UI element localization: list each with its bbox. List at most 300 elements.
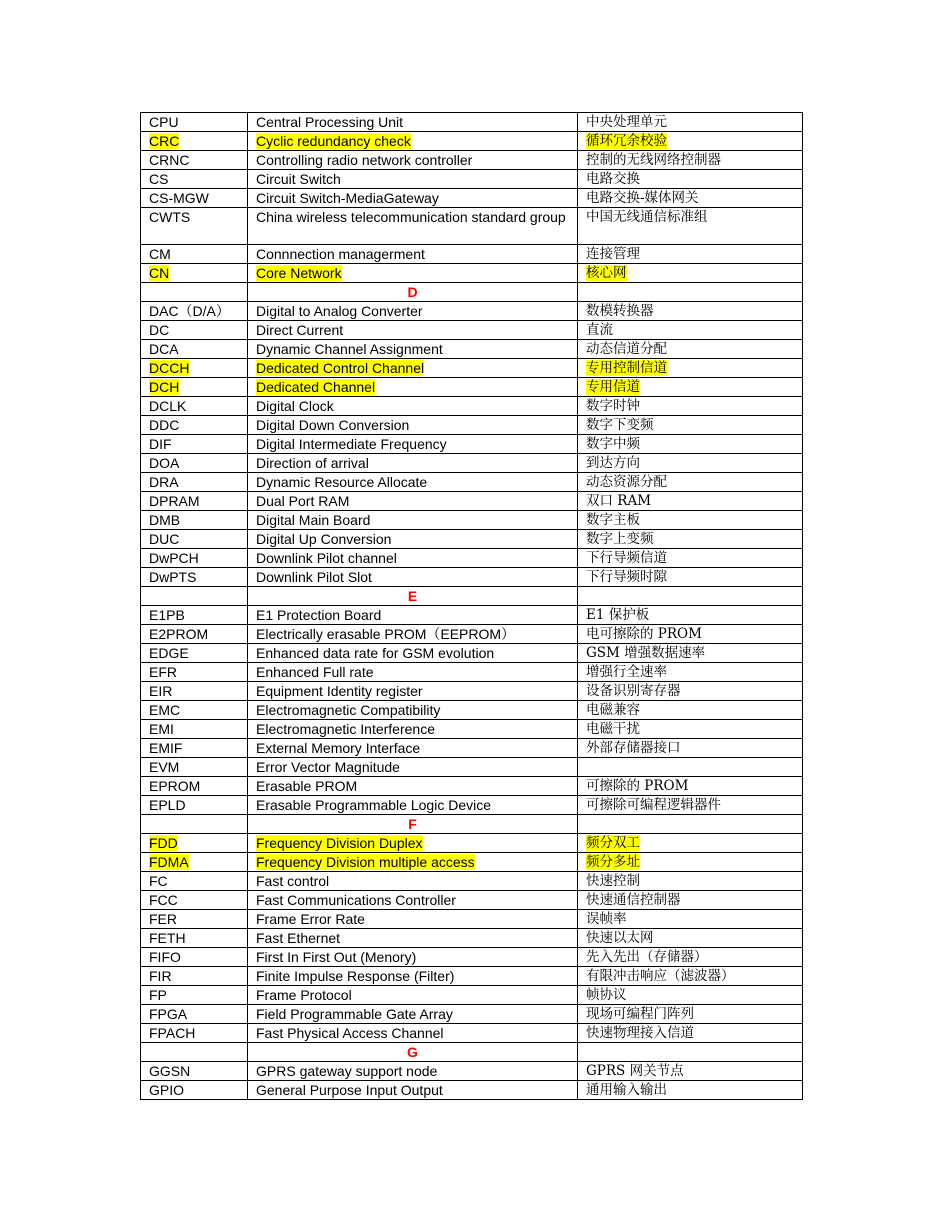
chinese-term-cell bbox=[578, 625, 803, 644]
english-term-text: Controlling radio network controller bbox=[256, 152, 473, 168]
section-letter: G bbox=[248, 1043, 578, 1062]
abbreviation-text: FIFO bbox=[149, 949, 181, 965]
table-row bbox=[141, 435, 803, 454]
chinese-term-text: 现场可编程门阵列 bbox=[586, 1006, 694, 1022]
english-term-text: Dynamic Resource Allocate bbox=[256, 474, 428, 490]
english-term-text: E1 Protection Board bbox=[256, 607, 382, 623]
abbreviation-text: CRNC bbox=[149, 152, 190, 168]
chinese-term-cell bbox=[578, 416, 803, 435]
abbreviation-cell bbox=[141, 264, 248, 283]
english-term-text: Circuit Switch-MediaGateway bbox=[256, 190, 439, 206]
table-row bbox=[141, 302, 803, 321]
english-term-cell bbox=[248, 492, 578, 511]
table-row bbox=[141, 663, 803, 682]
chinese-term-cell bbox=[578, 834, 803, 853]
abbreviation-cell bbox=[141, 378, 248, 397]
chinese-term-text: 动态资源分配 bbox=[586, 474, 667, 490]
abbreviation-text: EDGE bbox=[149, 645, 189, 661]
abbreviation-cell bbox=[141, 853, 248, 872]
english-term-text: Downlink Pilot Slot bbox=[256, 569, 372, 585]
abbreviation-text: EMC bbox=[149, 702, 181, 718]
english-term-cell bbox=[248, 853, 578, 872]
abbreviation-text: DCLK bbox=[149, 398, 187, 414]
english-term-text: Central Processing Unit bbox=[256, 114, 404, 130]
english-term-text: First In First Out (Menory) bbox=[256, 949, 417, 965]
chinese-term-text: 电磁兼容 bbox=[586, 702, 640, 718]
abbreviation-text: FER bbox=[149, 911, 177, 927]
english-term-cell bbox=[248, 720, 578, 739]
abbreviation-cell bbox=[141, 663, 248, 682]
chinese-term-text: 控制的无线网络控制器 bbox=[586, 152, 721, 168]
chinese-term-cell bbox=[578, 132, 803, 151]
english-term-text: Dedicated Channel bbox=[256, 379, 376, 395]
chinese-term-text: 双口 RAM bbox=[586, 493, 652, 509]
section-spacer-cell bbox=[578, 587, 803, 606]
abbreviation-cell bbox=[141, 208, 248, 245]
section-header-row bbox=[141, 1043, 803, 1062]
chinese-term-text: 快速控制 bbox=[586, 873, 640, 889]
chinese-term-text: GSM 增强数据速率 bbox=[586, 645, 706, 661]
abbreviation-cell bbox=[141, 891, 248, 910]
abbreviation-text: FC bbox=[149, 873, 168, 889]
table-row bbox=[141, 340, 803, 359]
chinese-term-cell bbox=[578, 511, 803, 530]
abbreviation-text: CWTS bbox=[149, 209, 191, 225]
table-row bbox=[141, 606, 803, 625]
table-row bbox=[141, 834, 803, 853]
chinese-term-cell bbox=[578, 302, 803, 321]
chinese-term-text: 专用控制信道 bbox=[586, 360, 667, 376]
glossary-body bbox=[141, 113, 803, 1100]
abbreviation-text: FIR bbox=[149, 968, 172, 984]
english-term-text: Fast Ethernet bbox=[256, 930, 341, 946]
chinese-term-cell bbox=[578, 454, 803, 473]
abbreviation-cell bbox=[141, 321, 248, 340]
english-term-cell bbox=[248, 739, 578, 758]
abbreviation-text: E2PROM bbox=[149, 626, 209, 642]
english-term-cell bbox=[248, 132, 578, 151]
table-row bbox=[141, 986, 803, 1005]
abbreviation-cell bbox=[141, 796, 248, 815]
chinese-term-cell bbox=[578, 473, 803, 492]
chinese-term-cell bbox=[578, 264, 803, 283]
english-term-text: Fast Physical Access Channel bbox=[256, 1025, 444, 1041]
chinese-term-text: 外部存储器接口 bbox=[586, 740, 681, 756]
english-term-cell bbox=[248, 245, 578, 264]
english-term-cell bbox=[248, 416, 578, 435]
abbreviation-text: CPU bbox=[149, 114, 179, 130]
chinese-term-text: 专用信道 bbox=[586, 379, 640, 395]
section-header-row bbox=[141, 815, 803, 834]
table-row bbox=[141, 625, 803, 644]
english-term-text: Fast control bbox=[256, 873, 330, 889]
english-term-text: Core Network bbox=[256, 265, 342, 281]
abbreviation-cell bbox=[141, 568, 248, 587]
english-term-text: Frequency Division multiple access bbox=[256, 854, 475, 870]
abbreviation-text: EPROM bbox=[149, 778, 201, 794]
chinese-term-text: 设备识别寄存器 bbox=[586, 683, 681, 699]
abbreviation-cell bbox=[141, 245, 248, 264]
abbreviation-text: FPGA bbox=[149, 1006, 188, 1022]
abbreviation-text: FETH bbox=[149, 930, 186, 946]
chinese-term-text: 数模转换器 bbox=[586, 303, 654, 319]
english-term-cell bbox=[248, 321, 578, 340]
chinese-term-cell bbox=[578, 1081, 803, 1100]
table-row bbox=[141, 359, 803, 378]
english-term-text: Dedicated Control Channel bbox=[256, 360, 425, 376]
abbreviation-text: EVM bbox=[149, 759, 180, 775]
english-term-cell bbox=[248, 891, 578, 910]
chinese-term-cell bbox=[578, 530, 803, 549]
english-term-cell bbox=[248, 872, 578, 891]
table-row bbox=[141, 777, 803, 796]
chinese-term-cell bbox=[578, 113, 803, 132]
chinese-term-cell bbox=[578, 872, 803, 891]
abbreviation-cell bbox=[141, 986, 248, 1005]
abbreviation-text: E1PB bbox=[149, 607, 185, 623]
abbreviation-cell bbox=[141, 929, 248, 948]
abbreviation-text: EMIF bbox=[149, 740, 183, 756]
english-term-text: Enhanced data rate for GSM evolution bbox=[256, 645, 495, 661]
english-term-text: Digital Clock bbox=[256, 398, 334, 414]
english-term-text: External Memory Interface bbox=[256, 740, 421, 756]
abbreviation-cell bbox=[141, 189, 248, 208]
abbreviation-cell bbox=[141, 720, 248, 739]
chinese-term-text: 先入先出（存储器） bbox=[586, 949, 708, 965]
english-term-cell bbox=[248, 948, 578, 967]
abbreviation-text: DUC bbox=[149, 531, 180, 547]
english-term-text: Digital Up Conversion bbox=[256, 531, 392, 547]
english-term-cell bbox=[248, 340, 578, 359]
chinese-term-cell bbox=[578, 663, 803, 682]
abbreviation-cell bbox=[141, 492, 248, 511]
abbreviation-cell bbox=[141, 397, 248, 416]
table-row bbox=[141, 245, 803, 264]
section-spacer-cell bbox=[141, 283, 248, 302]
abbreviation-cell bbox=[141, 967, 248, 986]
abbreviation-cell bbox=[141, 1062, 248, 1081]
english-term-cell bbox=[248, 834, 578, 853]
english-term-cell bbox=[248, 397, 578, 416]
chinese-term-text: 可擦除可编程逻辑器件 bbox=[586, 797, 721, 813]
abbreviation-cell bbox=[141, 170, 248, 189]
english-term-text: Electromagnetic Compatibility bbox=[256, 702, 441, 718]
chinese-term-cell bbox=[578, 682, 803, 701]
chinese-term-text: 数字上变频 bbox=[586, 531, 654, 547]
abbreviation-cell bbox=[141, 625, 248, 644]
abbreviation-text: DRA bbox=[149, 474, 179, 490]
chinese-term-cell bbox=[578, 151, 803, 170]
english-term-cell bbox=[248, 777, 578, 796]
abbreviation-cell bbox=[141, 1081, 248, 1100]
chinese-term-cell bbox=[578, 208, 803, 245]
chinese-term-text: 电磁干扰 bbox=[586, 721, 640, 737]
chinese-term-text: 快速通信控制器 bbox=[586, 892, 681, 908]
abbreviation-cell bbox=[141, 644, 248, 663]
english-term-text: Error Vector Magnitude bbox=[256, 759, 400, 775]
chinese-term-text: E1 保护板 bbox=[586, 607, 650, 623]
table-row bbox=[141, 264, 803, 283]
chinese-term-cell bbox=[578, 397, 803, 416]
english-term-cell bbox=[248, 929, 578, 948]
table-row bbox=[141, 701, 803, 720]
abbreviation-text: CS bbox=[149, 171, 169, 187]
abbreviation-text: DOA bbox=[149, 455, 180, 471]
abbreviation-cell bbox=[141, 682, 248, 701]
abbreviation-cell bbox=[141, 1024, 248, 1043]
table-row bbox=[141, 208, 803, 245]
english-term-cell bbox=[248, 454, 578, 473]
chinese-term-cell bbox=[578, 1062, 803, 1081]
table-row bbox=[141, 758, 803, 777]
chinese-term-cell bbox=[578, 492, 803, 511]
table-row bbox=[141, 967, 803, 986]
chinese-term-text: 通用输入输出 bbox=[586, 1082, 667, 1098]
abbreviation-cell bbox=[141, 834, 248, 853]
abbreviation-cell bbox=[141, 511, 248, 530]
chinese-term-text: 直流 bbox=[586, 322, 613, 338]
abbreviation-text: DDC bbox=[149, 417, 180, 433]
english-term-cell bbox=[248, 701, 578, 720]
chinese-term-cell bbox=[578, 1005, 803, 1024]
table-row bbox=[141, 948, 803, 967]
english-term-cell bbox=[248, 113, 578, 132]
english-term-cell bbox=[248, 549, 578, 568]
abbreviation-text: FCC bbox=[149, 892, 178, 908]
table-row bbox=[141, 568, 803, 587]
table-row bbox=[141, 872, 803, 891]
abbreviation-text: EIR bbox=[149, 683, 173, 699]
table-row bbox=[141, 720, 803, 739]
abbreviation-cell bbox=[141, 549, 248, 568]
table-row bbox=[141, 189, 803, 208]
chinese-term-text: 数字主板 bbox=[586, 512, 640, 528]
english-term-text: Direction of arrival bbox=[256, 455, 369, 471]
table-row bbox=[141, 530, 803, 549]
chinese-term-text: 循环冗余校验 bbox=[586, 133, 667, 149]
chinese-term-cell bbox=[578, 986, 803, 1005]
chinese-term-text: 动态信道分配 bbox=[586, 341, 667, 357]
abbreviation-cell bbox=[141, 302, 248, 321]
table-row bbox=[141, 682, 803, 701]
table-row bbox=[141, 891, 803, 910]
table-row bbox=[141, 1081, 803, 1100]
chinese-term-cell bbox=[578, 701, 803, 720]
english-term-cell bbox=[248, 910, 578, 929]
english-term-text: Erasable Programmable Logic Device bbox=[256, 797, 491, 813]
chinese-term-cell bbox=[578, 739, 803, 758]
english-term-text: China wireless telecommunication standard group bbox=[256, 209, 566, 225]
english-term-cell bbox=[248, 568, 578, 587]
chinese-term-text: 数字中频 bbox=[586, 436, 640, 452]
abbreviation-cell bbox=[141, 910, 248, 929]
chinese-term-cell bbox=[578, 568, 803, 587]
english-term-cell bbox=[248, 473, 578, 492]
english-term-cell bbox=[248, 967, 578, 986]
english-term-cell bbox=[248, 151, 578, 170]
chinese-term-cell bbox=[578, 948, 803, 967]
english-term-text: Cyclic redundancy check bbox=[256, 133, 411, 149]
section-spacer-cell bbox=[578, 1043, 803, 1062]
chinese-term-text: 频分多址 bbox=[586, 854, 640, 870]
table-row bbox=[141, 454, 803, 473]
english-term-cell bbox=[248, 663, 578, 682]
english-term-text: Dual Port RAM bbox=[256, 493, 350, 509]
table-row bbox=[141, 473, 803, 492]
table-row bbox=[141, 321, 803, 340]
table-row bbox=[141, 739, 803, 758]
table-row bbox=[141, 170, 803, 189]
english-term-cell bbox=[248, 435, 578, 454]
abbreviation-text: DCH bbox=[149, 379, 180, 395]
section-spacer-cell bbox=[578, 815, 803, 834]
chinese-term-cell bbox=[578, 606, 803, 625]
abbreviation-text: FDD bbox=[149, 835, 178, 851]
chinese-term-cell bbox=[578, 359, 803, 378]
abbreviation-cell bbox=[141, 530, 248, 549]
abbreviation-cell bbox=[141, 473, 248, 492]
abbreviation-cell bbox=[141, 435, 248, 454]
chinese-term-text: 核心网 bbox=[586, 265, 627, 281]
abbreviation-text: DCA bbox=[149, 341, 179, 357]
chinese-term-cell bbox=[578, 644, 803, 663]
english-term-cell bbox=[248, 359, 578, 378]
chinese-term-text: 中国无线通信标准组 bbox=[586, 209, 708, 225]
section-letter: E bbox=[248, 587, 578, 606]
abbreviation-text: FDMA bbox=[149, 854, 189, 870]
english-term-cell bbox=[248, 625, 578, 644]
english-term-text: Equipment Identity register bbox=[256, 683, 423, 699]
chinese-term-cell bbox=[578, 967, 803, 986]
chinese-term-cell bbox=[578, 1024, 803, 1043]
chinese-term-cell bbox=[578, 929, 803, 948]
abbreviation-text: DPRAM bbox=[149, 493, 200, 509]
english-term-cell bbox=[248, 1081, 578, 1100]
section-spacer-cell bbox=[141, 815, 248, 834]
english-term-text: Fast Communications Controller bbox=[256, 892, 456, 908]
chinese-term-cell bbox=[578, 378, 803, 397]
english-term-cell bbox=[248, 208, 578, 245]
english-term-text: Frame Error Rate bbox=[256, 911, 365, 927]
english-term-cell bbox=[248, 378, 578, 397]
chinese-term-text: GPRS 网关节点 bbox=[586, 1063, 684, 1079]
abbreviation-text: DIF bbox=[149, 436, 172, 452]
chinese-term-cell bbox=[578, 321, 803, 340]
english-term-text: Digital Main Board bbox=[256, 512, 371, 528]
abbreviation-text: DC bbox=[149, 322, 170, 338]
glossary-table bbox=[140, 112, 803, 1100]
chinese-term-text: 数字时钟 bbox=[586, 398, 640, 414]
english-term-text: Digital Intermediate Frequency bbox=[256, 436, 447, 452]
abbreviation-text: CM bbox=[149, 246, 171, 262]
table-row bbox=[141, 113, 803, 132]
abbreviation-text: EMI bbox=[149, 721, 174, 737]
table-row bbox=[141, 378, 803, 397]
table-row bbox=[141, 549, 803, 568]
abbreviation-text: CN bbox=[149, 265, 170, 281]
abbreviation-cell bbox=[141, 113, 248, 132]
english-term-cell bbox=[248, 606, 578, 625]
abbreviation-text: CS-MGW bbox=[149, 190, 209, 206]
chinese-term-cell bbox=[578, 245, 803, 264]
chinese-term-text: 下行导频信道 bbox=[586, 550, 667, 566]
chinese-term-text: 到达方向 bbox=[586, 455, 640, 471]
abbreviation-cell bbox=[141, 151, 248, 170]
english-term-cell bbox=[248, 530, 578, 549]
abbreviation-text: GPIO bbox=[149, 1082, 185, 1098]
table-row bbox=[141, 416, 803, 435]
abbreviation-cell bbox=[141, 340, 248, 359]
chinese-term-cell bbox=[578, 891, 803, 910]
english-term-text: General Purpose Input Output bbox=[256, 1082, 443, 1098]
chinese-term-text: 中央处理单元 bbox=[586, 114, 667, 130]
chinese-term-text: 增强行全速率 bbox=[586, 664, 667, 680]
section-header-row bbox=[141, 587, 803, 606]
english-term-text: Direct Current bbox=[256, 322, 344, 338]
english-term-text: Frame Protocol bbox=[256, 987, 352, 1003]
chinese-term-text: 频分双工 bbox=[586, 835, 640, 851]
section-letter: D bbox=[248, 283, 578, 302]
english-term-cell bbox=[248, 1062, 578, 1081]
abbreviation-cell bbox=[141, 359, 248, 378]
chinese-term-cell bbox=[578, 758, 803, 777]
chinese-term-text: 数字下变频 bbox=[586, 417, 654, 433]
abbreviation-text: GGSN bbox=[149, 1063, 191, 1079]
table-row bbox=[141, 1005, 803, 1024]
chinese-term-text: 有限冲击响应（滤波器） bbox=[586, 968, 735, 984]
chinese-term-cell bbox=[578, 189, 803, 208]
section-header-row bbox=[141, 283, 803, 302]
chinese-term-text: 连接管理 bbox=[586, 246, 640, 262]
chinese-term-cell bbox=[578, 796, 803, 815]
english-term-cell bbox=[248, 511, 578, 530]
chinese-term-cell bbox=[578, 853, 803, 872]
english-term-cell bbox=[248, 1024, 578, 1043]
chinese-term-cell bbox=[578, 549, 803, 568]
chinese-term-cell bbox=[578, 720, 803, 739]
english-term-cell bbox=[248, 682, 578, 701]
table-row bbox=[141, 132, 803, 151]
abbreviation-text: CRC bbox=[149, 133, 180, 149]
chinese-term-cell bbox=[578, 777, 803, 796]
abbreviation-text: EPLD bbox=[149, 797, 186, 813]
abbreviation-text: FP bbox=[149, 987, 167, 1003]
chinese-term-text: 电路交换 bbox=[586, 171, 640, 187]
table-row bbox=[141, 644, 803, 663]
table-row bbox=[141, 929, 803, 948]
abbreviation-text: DwPCH bbox=[149, 550, 199, 566]
abbreviation-text: FPACH bbox=[149, 1025, 196, 1041]
english-term-text: Enhanced Full rate bbox=[256, 664, 374, 680]
section-spacer-cell bbox=[141, 1043, 248, 1062]
english-term-text: Erasable PROM bbox=[256, 778, 358, 794]
abbreviation-cell bbox=[141, 777, 248, 796]
abbreviation-cell bbox=[141, 132, 248, 151]
english-term-text: Dynamic Channel Assignment bbox=[256, 341, 443, 357]
abbreviation-text: DCCH bbox=[149, 360, 190, 376]
chinese-term-cell bbox=[578, 170, 803, 189]
english-term-text: Field Programmable Gate Array bbox=[256, 1006, 453, 1022]
english-term-text: Digital to Analog Converter bbox=[256, 303, 423, 319]
english-term-text: Downlink Pilot channel bbox=[256, 550, 397, 566]
table-row bbox=[141, 492, 803, 511]
section-spacer-cell bbox=[578, 283, 803, 302]
english-term-cell bbox=[248, 302, 578, 321]
abbreviation-cell bbox=[141, 758, 248, 777]
table-row bbox=[141, 151, 803, 170]
english-term-cell bbox=[248, 170, 578, 189]
english-term-cell bbox=[248, 644, 578, 663]
